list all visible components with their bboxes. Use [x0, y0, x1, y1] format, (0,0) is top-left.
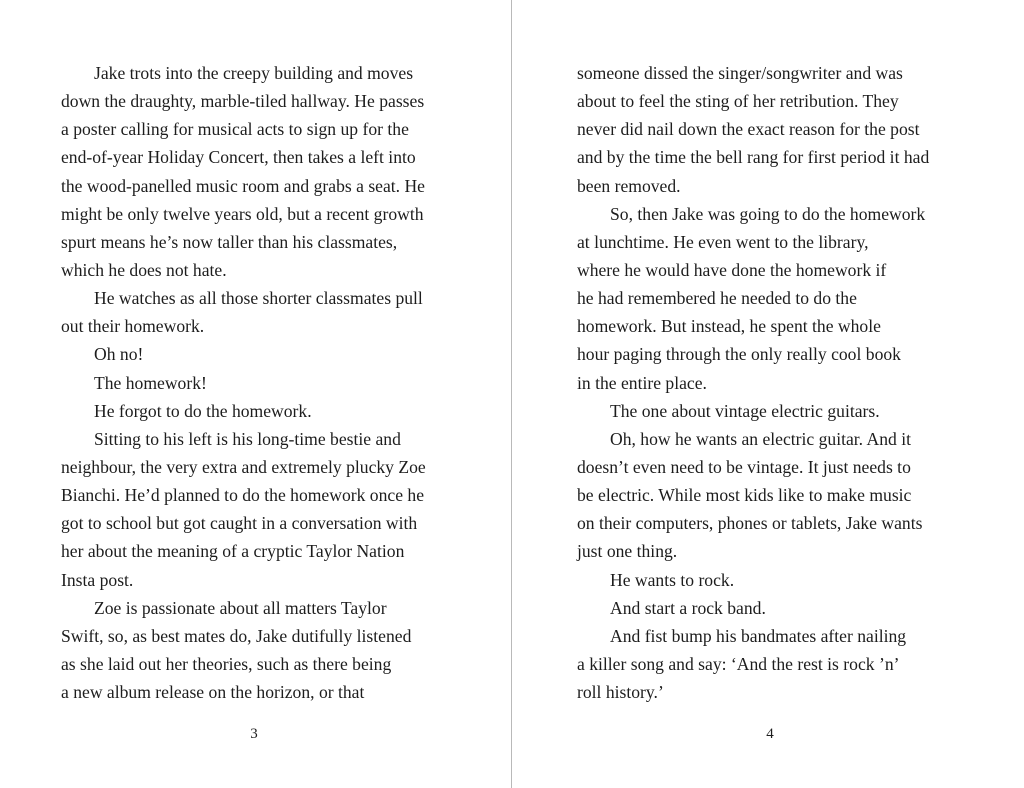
text-line: Insta post.	[61, 569, 134, 590]
text-line: at lunchtime. He even went to the library,	[577, 231, 869, 252]
text-line: a new album release on the horizon, or that	[61, 682, 365, 703]
text-line: So, then Jake was going to do the homework	[610, 203, 926, 224]
text-line: someone dissed the singer/songwriter and was	[577, 63, 903, 83]
left-page-text	[61, 59, 453, 706]
text-line: be electric. While most kids like to make music	[577, 485, 912, 506]
page-number-right: 4	[766, 726, 774, 742]
text-line: Bianchi. He’d planned to do the homework once he	[61, 485, 425, 506]
text-line: He watches as all those shorter classmates pull	[94, 288, 423, 309]
text-line: homework. But instead, he spent the whole	[577, 316, 881, 337]
text-line: neighbour, the very extra and extremely plucky Zoe	[61, 456, 426, 477]
text-line: down the draughty, marble-tiled hallway. He passes	[61, 91, 425, 112]
text-line: The one about vintage electric guitars.	[610, 400, 880, 421]
text-line: He forgot to do the homework.	[94, 400, 312, 421]
text-line: a poster calling for musical acts to sign up for the	[61, 119, 409, 140]
text-line: Sitting to his left is his long-time bestie and	[94, 428, 401, 449]
text-line: spurt means he’s now taller than his classmates,	[61, 231, 398, 252]
text-line: He wants to rock.	[610, 569, 735, 590]
text-line: Oh no!	[94, 344, 144, 365]
text-line: just one thing.	[577, 541, 678, 562]
text-line: Zoe is passionate about all matters Taylor	[94, 597, 387, 618]
text-line: her about the meaning of a cryptic Taylor Nation	[61, 541, 405, 562]
text-line: never did nail down the exact reason for the post	[577, 119, 920, 140]
text-line: hour paging through the only really cool book	[577, 344, 901, 365]
text-line: as she laid out her theories, such as there being	[61, 653, 392, 674]
text-line: which he does not hate.	[61, 259, 227, 280]
text-line: he had remembered he needed to do the	[577, 288, 857, 309]
page-number-left: 3	[250, 726, 258, 742]
text-line: Jake trots into the creepy building and moves	[94, 63, 414, 83]
text-line: in the entire place.	[577, 372, 707, 393]
text-line: and by the time the bell rang for first period it had	[577, 147, 930, 168]
text-line: And fist bump his bandmates after nailing	[610, 625, 907, 646]
text-line: about to feel the sting of her retribution. They	[577, 91, 899, 112]
text-line: doesn’t even need to be vintage. It just needs to	[577, 456, 911, 477]
text-line: been removed.	[577, 175, 681, 196]
text-line: a killer song and say: ‘And the rest is rock ’n’	[577, 653, 900, 674]
text-line: And start a rock band.	[610, 597, 766, 618]
text-line: out their homework.	[61, 316, 205, 337]
text-line: where he would have done the homework if	[577, 259, 887, 280]
text-line: Swift, so, as best mates do, Jake dutifully listened	[61, 625, 412, 646]
page-gutter-divider	[511, 0, 512, 788]
right-page-text	[577, 59, 967, 706]
text-line: The homework!	[94, 372, 207, 393]
text-line: the wood-panelled music room and grabs a seat. He	[61, 175, 425, 196]
text-line: got to school but got caught in a conversation with	[61, 513, 418, 534]
text-line: Oh, how he wants an electric guitar. And it	[610, 428, 911, 449]
text-line: might be only twelve years old, but a recent growth	[61, 203, 424, 224]
text-line: roll history.’	[577, 682, 664, 703]
text-line: on their computers, phones or tablets, Jake wants	[577, 513, 923, 534]
text-line: end-of-year Holiday Concert, then takes a left into	[61, 147, 416, 168]
